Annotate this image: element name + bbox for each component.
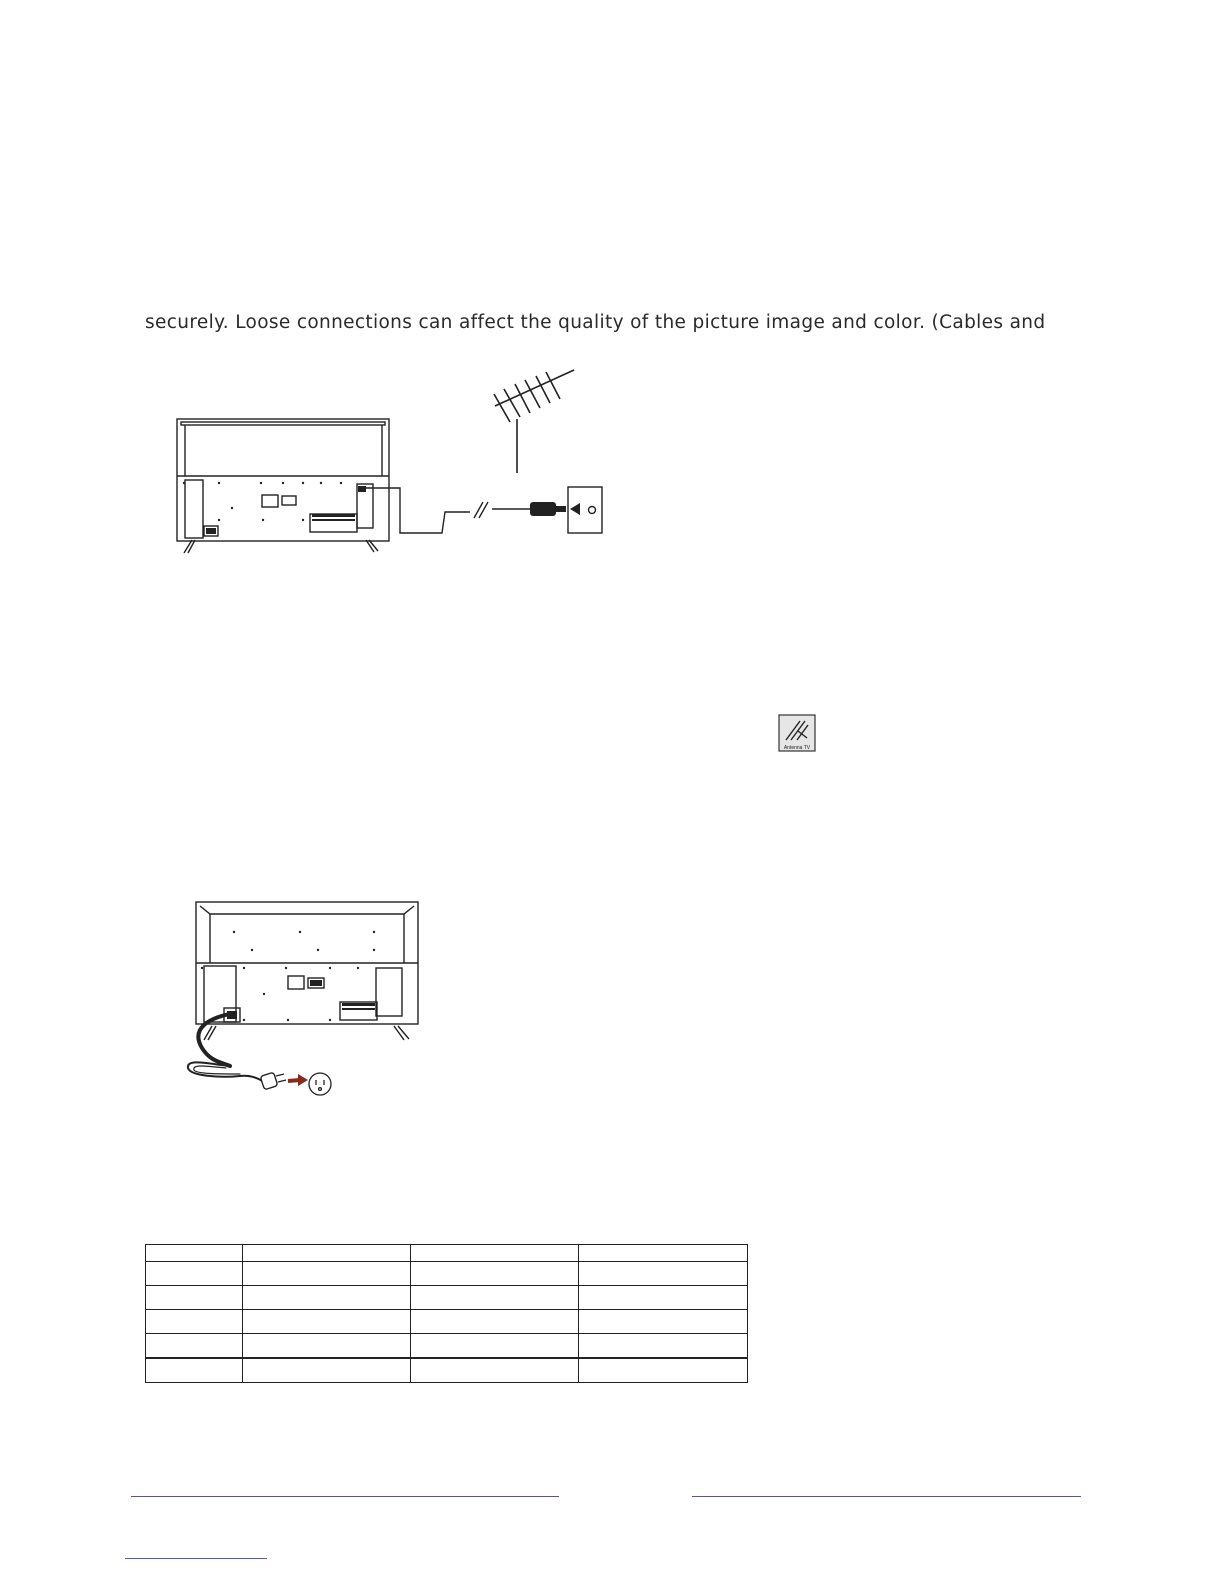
table-cell	[579, 1358, 748, 1383]
plug-arrow	[288, 1074, 308, 1086]
table-cell	[579, 1310, 748, 1334]
antenna-tv-input-tile	[776, 712, 820, 754]
table-cell	[243, 1358, 411, 1383]
table-cell	[146, 1245, 243, 1262]
table-cell	[243, 1286, 411, 1310]
table-cell	[579, 1334, 748, 1359]
table-cell	[579, 1245, 748, 1262]
table-header-row	[146, 1245, 748, 1262]
table-cell	[579, 1262, 748, 1286]
table-cell	[411, 1334, 579, 1359]
coax-connector	[530, 502, 580, 516]
table-cell	[579, 1286, 748, 1310]
wall-outlet	[309, 1073, 331, 1095]
link-underline-left[interactable]	[131, 1496, 559, 1497]
table-cell	[411, 1262, 579, 1286]
tv-back-drawing-2	[196, 902, 418, 1040]
table-cell	[411, 1310, 579, 1334]
antenna-connection-diagram	[170, 362, 610, 562]
link-underline-bottom[interactable]	[125, 1558, 267, 1559]
link-underline-right[interactable]	[692, 1496, 1081, 1497]
table-cell	[146, 1262, 243, 1286]
coax-cable	[366, 487, 602, 533]
power-plug	[260, 1072, 286, 1090]
table-cell	[411, 1245, 579, 1262]
table-cell	[146, 1334, 243, 1359]
table-cell	[146, 1310, 243, 1334]
table-cell	[243, 1262, 411, 1286]
table-row	[146, 1358, 748, 1383]
table-cell	[243, 1334, 411, 1359]
table-row	[146, 1310, 748, 1334]
power-cord-connection-diagram	[180, 898, 432, 1100]
table-row	[146, 1286, 748, 1310]
table-cell	[411, 1286, 579, 1310]
table-cell	[243, 1310, 411, 1334]
table-row	[146, 1262, 748, 1286]
table-cell	[411, 1358, 579, 1383]
antenna-drawing	[494, 370, 574, 473]
spec-table	[145, 1244, 748, 1383]
body-text-line: securely. Loose connections can affect the quality of the picture image and color. (Cables and	[145, 312, 1046, 333]
table-cell	[146, 1358, 243, 1383]
table-cell	[146, 1286, 243, 1310]
table-row	[146, 1334, 748, 1359]
antenna-tv-label: Antenna TV	[783, 745, 811, 751]
table-cell	[243, 1245, 411, 1262]
